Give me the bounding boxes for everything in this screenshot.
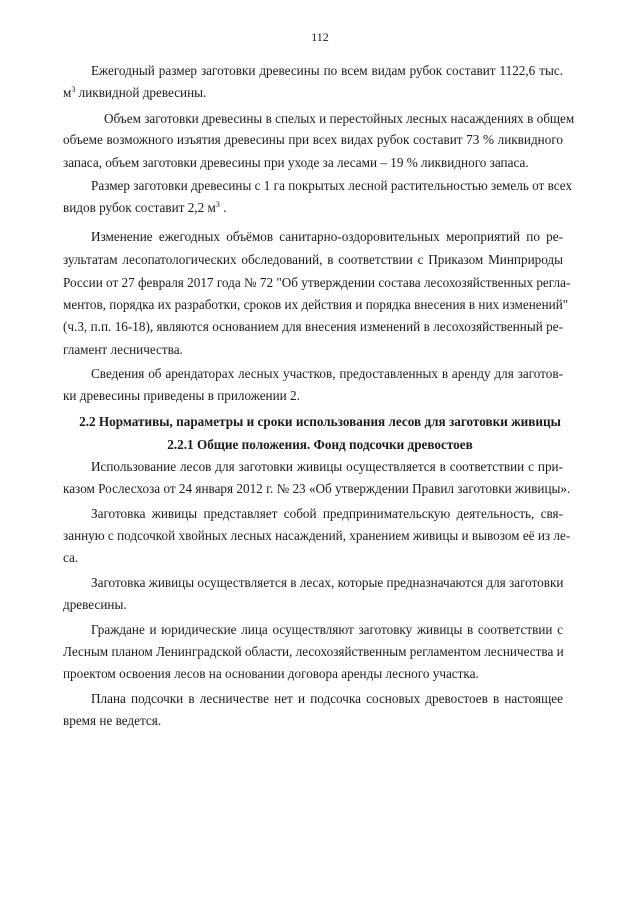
- section-heading-2-2: 2.2 Нормативы, параметры и сроки использования лесов для заготовки живицы: [79, 414, 561, 429]
- paragraph-5-line-1: Сведения об арендаторах лесных участков, предоставленных в аренду для заготов-: [91, 366, 563, 381]
- paragraph-9-line-2: Лесным планом Ленинградской области, лесохозяйственным регламентом лесничества и: [63, 644, 564, 659]
- paragraph-4-line-4: ментов, порядка их разработки, сроков их действия и порядка внесения в них изменений": [63, 297, 569, 312]
- unit-m: м: [63, 85, 72, 100]
- page-number: 112: [311, 30, 329, 44]
- paragraph-7-line-1: Заготовка живицы представляет собой предпринимательскую деятельность, свя-: [91, 506, 563, 521]
- paragraph-1-line-2: [63, 85, 206, 101]
- paragraph-8-line-2: древесины.: [63, 597, 127, 612]
- paragraph-8-line-1: Заготовка живицы осуществляется в лесах, которые предназначаются для заготовки: [91, 575, 564, 590]
- paragraph-4-line-3: России от 27 февраля 2017 года № 72 "Об утверждении состава лесохозяйственных регла-: [63, 275, 571, 290]
- paragraph-1-line-1: Ежегодный размер заготовки древесины по всем видам рубок составит 1122,6 тыс.: [91, 63, 563, 78]
- paragraph-1-line-2-text: ликвидной древесины.: [75, 85, 207, 100]
- paragraph-7-line-3: са.: [63, 550, 79, 565]
- paragraph-4-line-1: Изменение ежегодных объёмов санитарно-оздоровительных мероприятий по ре-: [91, 229, 563, 244]
- section-heading-2-2-1: 2.2.1 Общие положения. Фонд подсочки древостоев: [167, 437, 473, 452]
- paragraph-6-line-1: Использование лесов для заготовки живицы осуществляется в соответствии с при-: [91, 459, 563, 474]
- paragraph-3-line-2-text: видов рубок составит 2,2 м: [63, 200, 216, 215]
- paragraph-5-line-2: ки древесины приведены в приложении 2.: [63, 388, 300, 403]
- paragraph-4-line-5: (ч.3, п.п. 16-18), являются основанием для внесения изменений в лесохозяйственный ре-: [63, 319, 563, 334]
- paragraph-3-line-2-end: .: [219, 200, 227, 215]
- paragraph-2-line-3: запаса, объем заготовки древесины при уходе за лесами – 19 % ликвидного запаса.: [63, 155, 529, 170]
- paragraph-4-line-2: зультатам лесопатологических обследований, в соответствии с Приказом Минприроды: [63, 252, 563, 267]
- paragraph-3-line-1: Размер заготовки древесины с 1 га покрытых лесной растительностью земель от всех: [91, 178, 573, 193]
- paragraph-9-line-3: проектом освоения лесов на основании договора аренды лесного участка.: [63, 666, 479, 681]
- paragraph-9-line-1: Граждане и юридические лица осуществляют заготовку живицы в соответствии с: [91, 622, 563, 637]
- paragraph-7-line-2: занную с подсочкой хвойных лесных насаждений, хранением живицы и вывозом её из ле-: [63, 528, 571, 543]
- paragraph-3-line-2: [63, 200, 226, 216]
- paragraph-2-line-2: объеме возможного изъятия древесины при всех видах рубок составит 73 % ликвидного: [63, 132, 563, 147]
- paragraph-4-line-6: гламент лесничества.: [63, 342, 183, 357]
- unit-exponent: 3: [215, 200, 220, 209]
- unit-exponent: 3: [71, 85, 76, 94]
- paragraph-2-line-1: Объем заготовки древесины в спелых и перестойных лесных насаждениях в общем: [104, 111, 575, 126]
- paragraph-6-line-2: казом Рослесхоза от 24 января 2012 г. № 23 «Об утверждении Правил заготовки живицы».: [63, 481, 571, 496]
- paragraph-10-line-1: Плана подсочки в лесничестве нет и подсочка сосновых древостоев в настоящее: [91, 691, 563, 706]
- paragraph-10-line-2: время не ведется.: [63, 713, 162, 728]
